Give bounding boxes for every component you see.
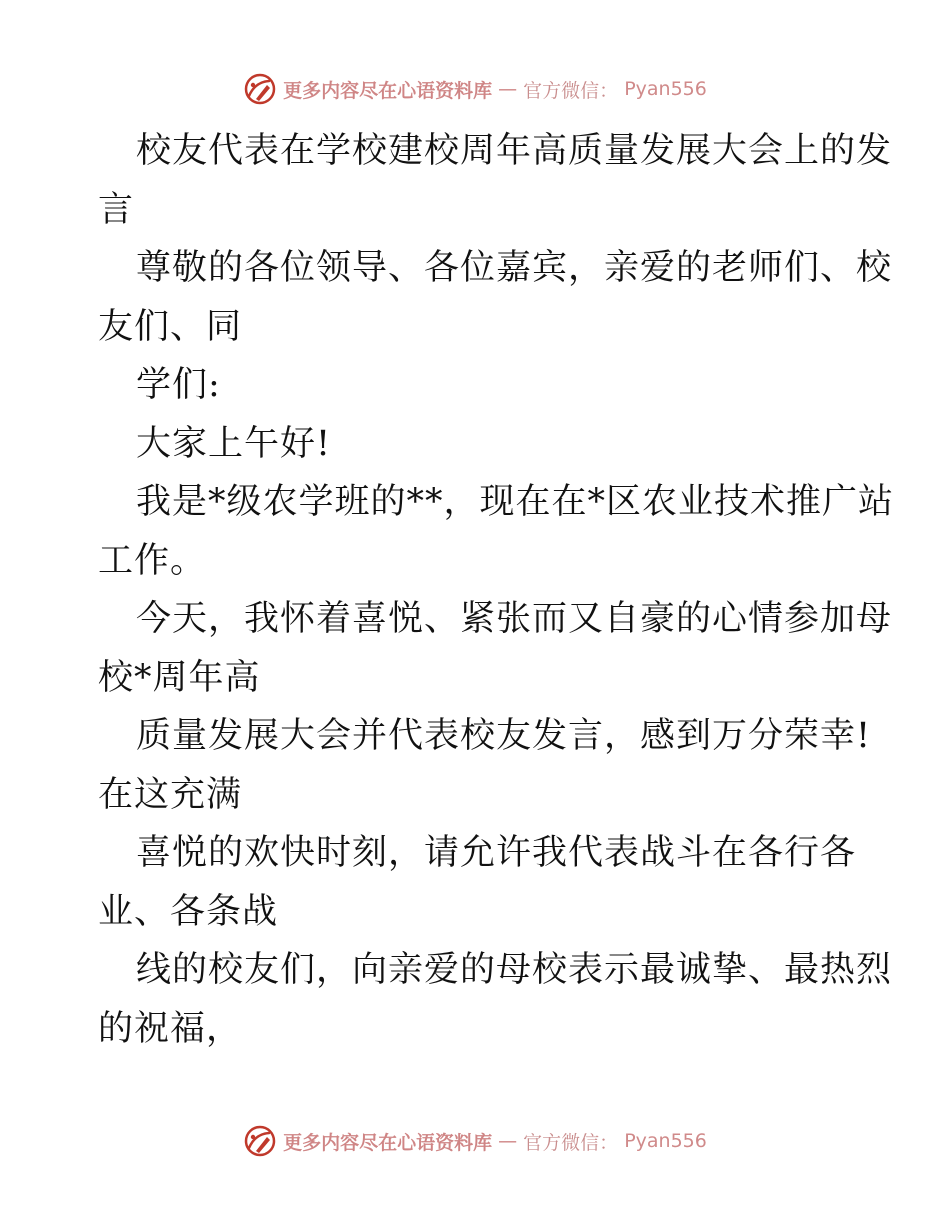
banner-site-text: 更多内容尽在心语资料库 (283, 79, 493, 102)
document-body (98, 122, 895, 1058)
banner-separator: — (498, 78, 518, 100)
banner-separator: — (498, 1130, 518, 1152)
paragraph-line: 线的校友们，向亲爱的母校表示最诚挚、最热烈 (136, 950, 893, 990)
banner-wechat-id: Pyan556 (624, 78, 707, 100)
paragraph-line: 业、各条战 (98, 891, 279, 932)
document-title-line: 言 (98, 189, 135, 230)
paragraph-line: 喜悦的欢快时刻，请允许我代表战斗在各行各 (136, 833, 857, 873)
paragraph-line: 友们、同 (98, 306, 243, 347)
header-banner (0, 72, 950, 106)
paragraph-line: 质量发展大会并代表校友发言，感到万分荣幸! (136, 716, 872, 756)
banner-wechat-label: 官方微信： (523, 1131, 619, 1154)
pen-logo-icon (243, 1124, 277, 1158)
paragraph-line: 大家上午好! (136, 423, 332, 464)
banner-wechat-label: 官方微信： (523, 79, 619, 102)
banner-wechat-id: Pyan556 (624, 1130, 707, 1152)
paragraph-line: 今天，我怀着喜悦、紧张而又自豪的心情参加母 (136, 599, 893, 639)
paragraph-line: 校*周年高 (98, 657, 261, 698)
pen-logo-icon (243, 72, 277, 106)
paragraph-line: 的祝福， (98, 1008, 243, 1049)
paragraph-line: 学们: (136, 365, 221, 405)
paragraph-line: 尊敬的各位领导、各位嘉宾，亲爱的老师们、校 (136, 248, 893, 288)
footer-banner (0, 1124, 950, 1158)
document-title-line: 校友代表在学校建校周年高质量发展大会上的发 (136, 131, 893, 171)
banner-site-text: 更多内容尽在心语资料库 (283, 1131, 493, 1154)
paragraph-line: 我是*级农学班的**，现在在*区农业技术推广站 (136, 482, 895, 522)
paragraph-line: 工作。 (98, 540, 207, 581)
paragraph-line: 在这充满 (98, 774, 243, 815)
